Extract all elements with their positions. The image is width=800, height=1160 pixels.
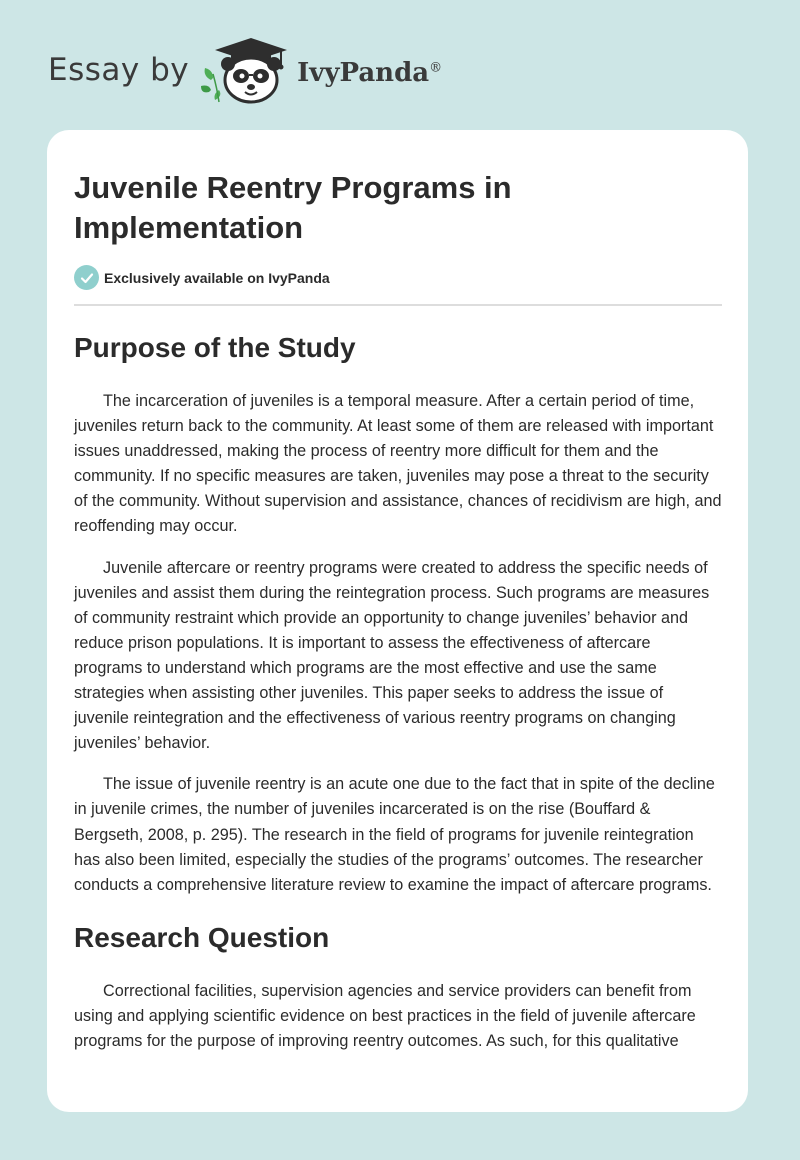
paragraph: The issue of juvenile reentry is an acute one due to the fact that in spite of the decline in juvenile crimes, the number of juveniles incarcerated is on the rise (Bouffard & Bergseth, 2008, p. 295). The research in the field of programs for juvenile reintegration has also been limited, especially the studies of the programs’ outcomes. The researcher conducts a comprehensive literature review to examine the impact of aftercare programs. [74, 775, 715, 894]
site-brand[interactable] [48, 34, 442, 106]
exclusive-label: Exclusively available on IvyPanda [104, 269, 330, 286]
section-heading: Purpose of the Study [74, 332, 356, 363]
check-icon [74, 265, 99, 290]
essay-card [47, 130, 748, 1112]
page-title: Juvenile Reentry Programs in Implementation [74, 170, 512, 245]
paragraph: Correctional facilities, supervision agencies and service providers can benefit from using and applying scientific evidence on best practices in the field of juvenile aftercare programs for the purpose of improving reentry outcomes. As such, for this qualitative [74, 981, 696, 1050]
paragraph: The incarceration of juveniles is a temporal measure. After a certain period of time, juveniles return back to the community. At least some of them are released with important issues unaddressed, making the process of reentry more difficult for them and the community. If no specific measures are taken, juveniles may pose a threat to the security of the community. Without supervision and assistance, chances of recidivism are high, and reoffending may occur. [74, 392, 722, 536]
exclusive-badge [74, 265, 722, 290]
brand-name: IvyPanda® [297, 58, 443, 88]
section-purpose-of-study [74, 330, 722, 898]
panda-logo-icon [201, 34, 293, 106]
section-heading: Research Question [74, 921, 330, 953]
paragraph: Juvenile aftercare or reentry programs were created to address the specific needs of juveniles and assist them during the reintegration process. Such programs are measures of community restraint which provide an opportunity to change juveniles’ behavior and reduce prison populations. It is important to assess the effectiveness of aftercare programs to understand which programs are the most effective and use the same strategies when assisting other juveniles. This paper seeks to address the issue of juvenile reintegration and the effectiveness of various reentry programs on changing juveniles’ behavior. [74, 558, 710, 753]
brand-prefix: Essay by [48, 52, 190, 88]
divider [74, 304, 722, 306]
section-research-question [74, 920, 722, 1054]
